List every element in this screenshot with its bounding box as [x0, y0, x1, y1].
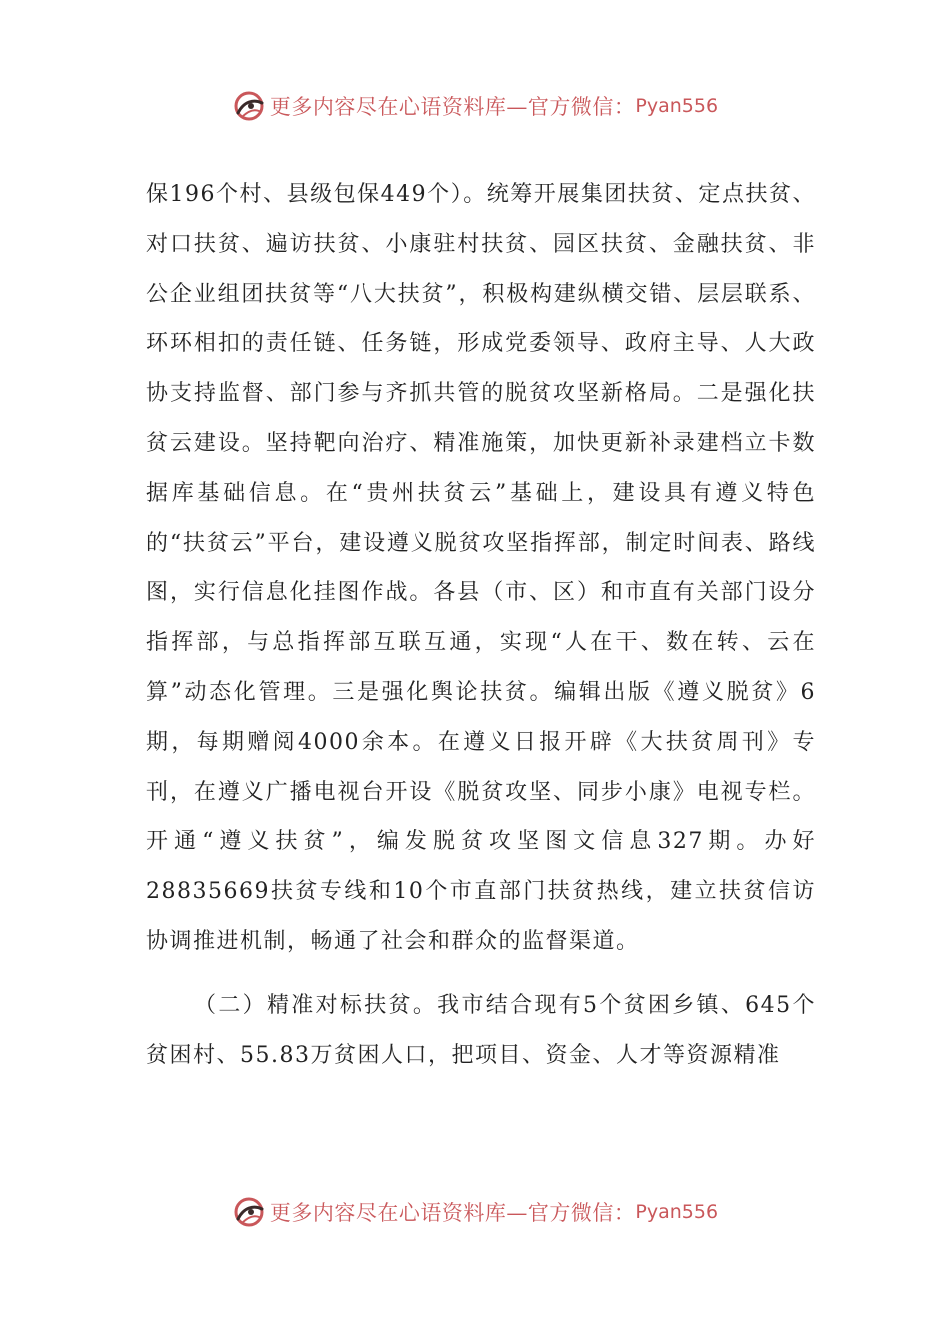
document-body	[146, 170, 816, 1080]
footer-banner-text: 更多内容尽在心语资料库—官方微信：	[269, 1201, 636, 1225]
header-watermark-banner	[0, 84, 950, 128]
footer-wechat-id: Pyan556	[635, 1201, 719, 1223]
swirl-logo-icon	[232, 1195, 266, 1229]
body-paragraph-1: 保196个村、县级包保449个）。统筹开展集团扶贫、定点扶贫、对口扶贫、遍访扶贫、小康驻村扶贫、园区扶贫、金融扶贫、非公企业组团扶贫等“八大扶贫”，积极构建纵横交错、层层联系、环环相扣的责任链、任务链，形成党委领导、政府主导、人大政协支持监督、部门参与齐抓共管的脱贫攻坚新格局。二是强化扶贫云建设。坚持靶向治疗、精准施策，加快更新补录建档立卡数据库基础信息。在“贵州扶贫云”基础上，建设具有遵义特色的“扶贫云”平台，建设遵义脱贫攻坚指挥部，制定时间表、路线图，实行信息化挂图作战。各县（市、区）和市直有关部门设分指挥部，与总指挥部互联互通，实现“人在干、数在转、云在算”动态化管理。三是强化舆论扶贫。编辑出版《遵义脱贫》6期，每期赠阅4000余本。在遵义日报开辟《大扶贫周刊》专刊，在遵义广播电视台开设《脱贫攻坚、同步小康》电视专栏。开通“遵义扶贫”，编发脱贫攻坚图文信息327期。办好28835669扶贫专线和10个市直部门扶贫热线，建立扶贫信访协调推进机制，畅通了社会和群众的监督渠道。	[146, 182, 816, 954]
header-wechat-id: Pyan556	[635, 95, 719, 117]
body-paragraph-2: （二）精准对标扶贫。我市结合现有5个贫困乡镇、645个贫困村、55.83万贫困人口，把项目、资金、人才等资源精准	[146, 992, 816, 1068]
header-banner-text: 更多内容尽在心语资料库—官方微信：	[269, 95, 636, 119]
footer-watermark-banner	[0, 1190, 950, 1234]
swirl-logo-icon	[232, 89, 266, 123]
